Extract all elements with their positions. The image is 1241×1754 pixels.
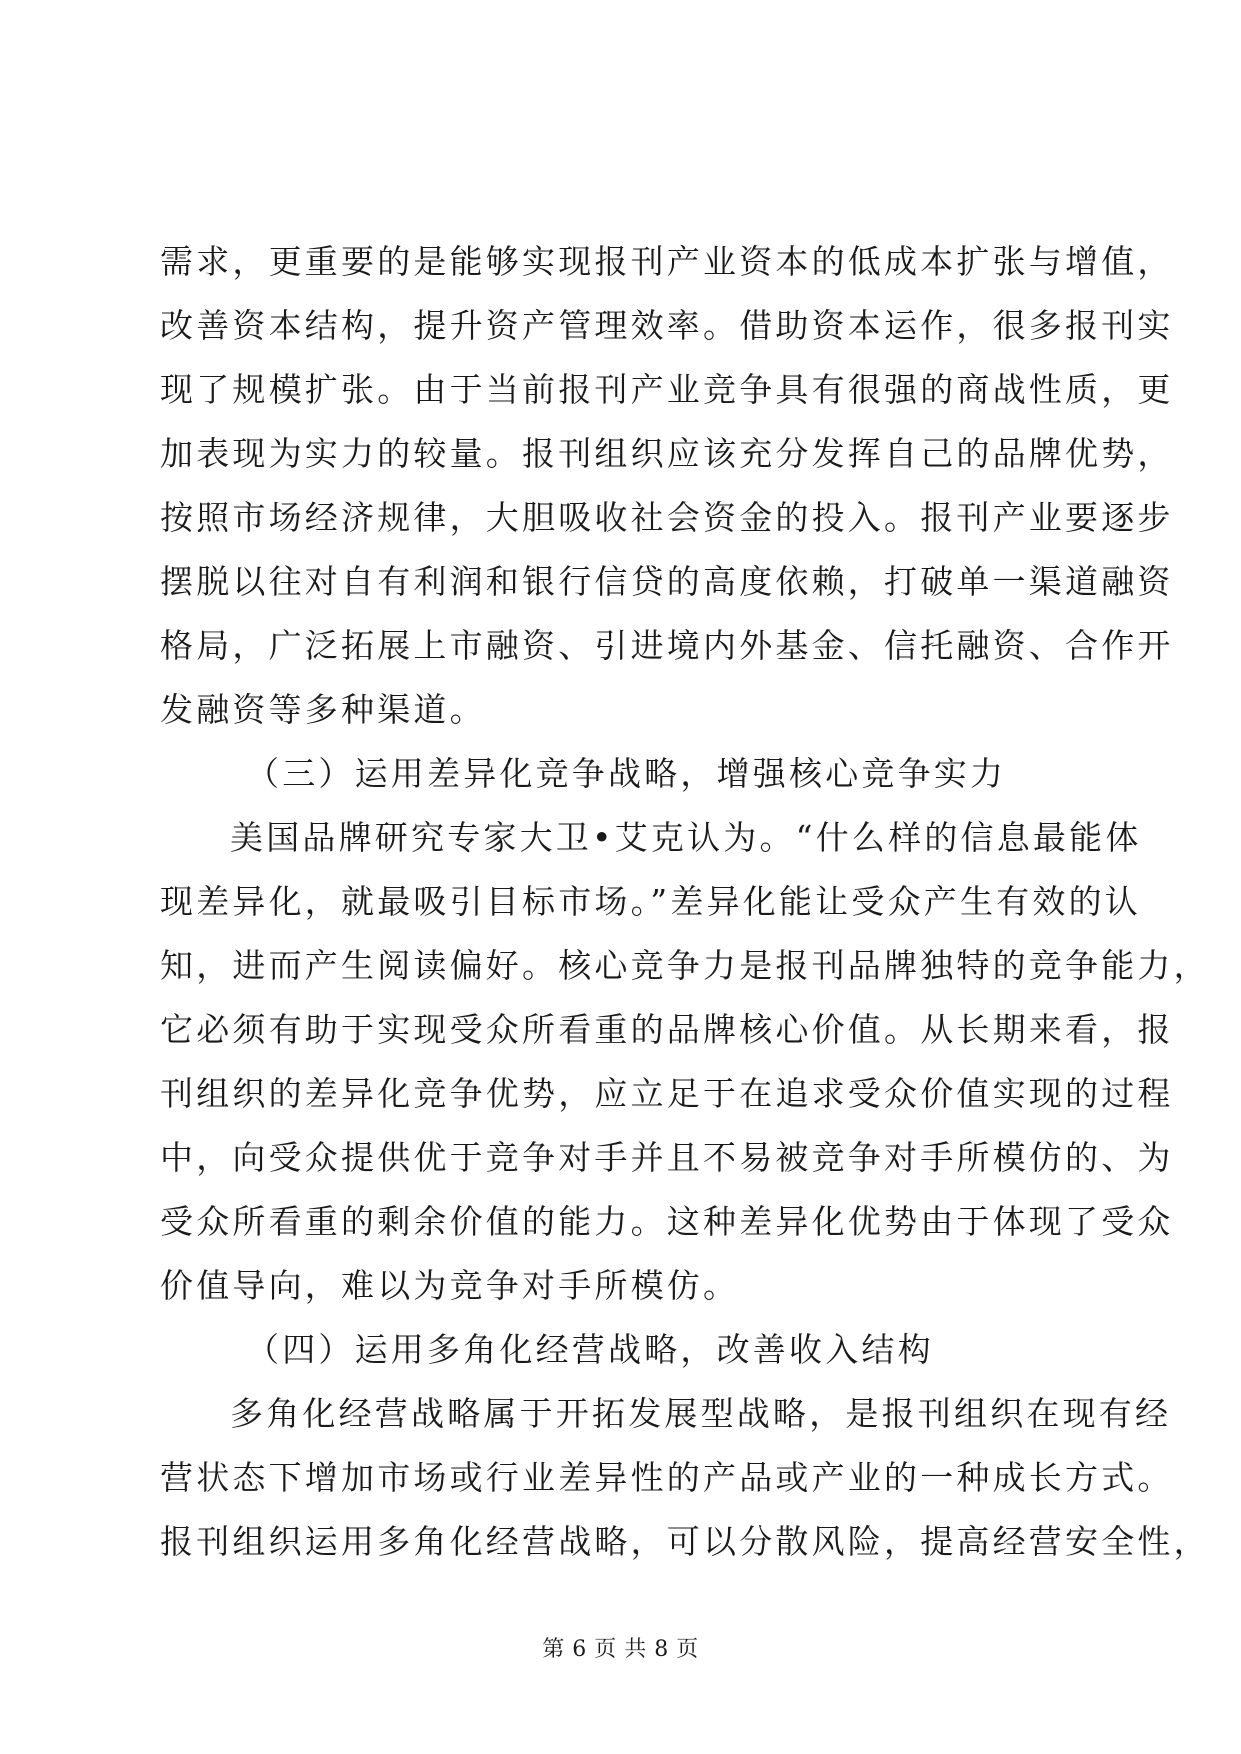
text-line: 多角化经营战略属于开拓发展型战略，是报刊组织在现有经: [230, 1394, 1172, 1433]
page-footer: 第 6 页 共 8 页: [542, 1637, 699, 1662]
section-heading: [160, 1318, 1080, 1382]
text-line: 发融资等多种渠道。: [160, 690, 486, 729]
paragraph: [160, 806, 1210, 1318]
text-line: 它必须有助于实现受众所看重的品牌核心价值。从长期来看，报: [160, 1010, 1174, 1049]
heading-text: （三）运用差异化竞争战略，增强核心竞争实力: [246, 754, 1007, 793]
text-line: 格局，广泛拓展上市融资、引进境内外基金、信托融资、合作开: [160, 626, 1174, 665]
text-line: 美国品牌研究专家大卫•艾克认为。“什么样的信息最能体: [230, 818, 1142, 857]
text-line: 报刊组织运用多角化经营战略，可以分散风险，提高经营安全性，: [160, 1522, 1210, 1561]
text-line: 知，进而产生阅读偏好。核心竞争力是报刊品牌独特的竞争能力，: [160, 946, 1210, 985]
heading-text: （四）运用多角化经营战略，改善收入结构: [246, 1330, 934, 1369]
text-line: 刊组织的差异化竞争优势，应立足于在追求受众价值实现的过程: [160, 1074, 1174, 1113]
paragraph: [160, 1382, 1210, 1574]
paragraph: [160, 230, 1174, 742]
text-line: 中，向受众提供优于竞争对手并且不易被竞争对手所模仿的、为: [160, 1138, 1174, 1177]
text-line: 受众所看重的剩余价值的能力。这种差异化优势由于体现了受众: [160, 1202, 1174, 1241]
text-line: 摆脱以往对自有利润和银行信贷的高度依赖，打破单一渠道融资: [160, 562, 1174, 601]
text-line: 按照市场经济规律，大胆吸收社会资金的投入。报刊产业要逐步: [160, 498, 1174, 537]
section-heading: [160, 742, 1080, 806]
text-line: 改善资本结构，提升资产管理效率。借助资本运作，很多报刊实: [160, 306, 1174, 345]
text-line: 现差异化，就最吸引目标市场。”差异化能让受众产生有效的认: [160, 882, 1141, 921]
text-line: 加表现为实力的较量。报刊组织应该充分发挥自己的品牌优势，: [160, 434, 1174, 473]
text-line: 营状态下增加市场或行业差异性的产品或产业的一种成长方式。: [160, 1458, 1174, 1497]
text-line: 现了规模扩张。由于当前报刊产业竞争具有很强的商战性质，更: [160, 370, 1174, 409]
text-line: 价值导向，难以为竞争对手所模仿。: [160, 1266, 740, 1305]
document-body: [160, 230, 1210, 1574]
text-line: 需求，更重要的是能够实现报刊产业资本的低成本扩张与增值，: [160, 242, 1174, 281]
